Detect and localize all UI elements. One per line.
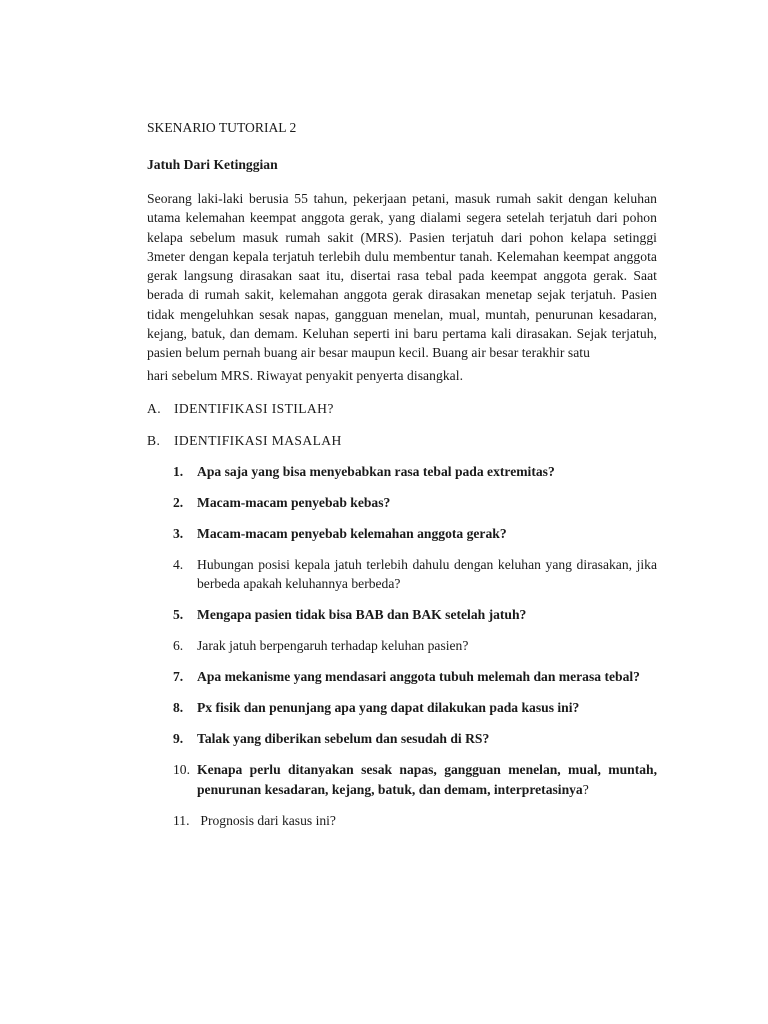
document-page xyxy=(147,116,657,842)
question-text: Kenapa perlu ditanyakan sesak napas, gangguan menelan, mual, muntah, penurunan kesadaran, kejang, batuk, dan demam, interpretasinya xyxy=(197,762,657,797)
section-label: IDENTIFIKASI MASALAH xyxy=(174,432,342,448)
question-text: Mengapa pasien tidak bisa BAB dan BAK setelah jatuh? xyxy=(197,607,527,623)
question-number: 8. xyxy=(173,700,184,716)
document-subtitle: Jatuh Dari Ketinggian xyxy=(147,157,278,172)
question-number: 3. xyxy=(173,525,184,541)
question-number: 7. xyxy=(173,669,184,685)
section-identifikasi-istilah xyxy=(147,397,657,421)
section-letter: B. xyxy=(147,432,161,448)
question-list xyxy=(147,462,657,830)
document-title: SKENARIO TUTORIAL 2 xyxy=(147,120,297,135)
question-number: 4. xyxy=(173,556,184,572)
question-item xyxy=(147,811,657,830)
question-item xyxy=(147,760,657,799)
question-text: Prognosis dari kasus ini? xyxy=(197,812,336,828)
question-number: 9. xyxy=(173,731,184,747)
question-text: Macam-macam penyebab kelemahan anggota gerak? xyxy=(197,525,507,541)
question-text: Macam-macam penyebab kebas? xyxy=(197,494,391,510)
scenario-paragraph-tail: hari sebelum MRS. Riwayat penyakit penyerta disangkal. xyxy=(147,367,464,383)
question-text: Apa mekanisme yang mendasari anggota tubuh melemah dan merasa tebal? xyxy=(197,669,640,685)
question-number: 1. xyxy=(173,463,184,479)
question-item xyxy=(147,555,657,594)
question-text: Hubungan posisi kepala jatuh terlebih dahulu dengan keluhan yang dirasakan, jika berbeda apakah keluhannya berbeda? xyxy=(197,556,657,592)
question-text: Apa saja yang bisa menyebabkan rasa tebal pada extremitas? xyxy=(197,463,555,479)
question-number: 6. xyxy=(173,638,184,654)
question-number: 2. xyxy=(173,494,184,510)
question-item xyxy=(147,462,657,481)
question-item xyxy=(147,493,657,512)
question-text: Px fisik dan penunjang apa yang dapat dilakukan pada kasus ini? xyxy=(197,700,580,716)
question-item xyxy=(147,524,657,543)
question-item xyxy=(147,729,657,748)
question-suffix: ? xyxy=(582,781,589,797)
question-text: Jarak jatuh berpengaruh terhadap keluhan pasien? xyxy=(197,638,469,654)
section-identifikasi-masalah xyxy=(147,429,657,453)
question-item xyxy=(147,605,657,624)
question-number: 11. xyxy=(173,812,190,828)
question-text: Talak yang diberikan sebelum dan sesudah di RS? xyxy=(197,731,490,747)
scenario-paragraph xyxy=(147,189,657,385)
question-item xyxy=(147,667,657,686)
question-number: 5. xyxy=(173,607,184,623)
question-number: 10. xyxy=(173,762,190,778)
section-label: IDENTIFIKASI ISTILAH? xyxy=(174,400,334,416)
question-text-wrapper xyxy=(197,760,657,799)
section-letter: A. xyxy=(147,400,162,416)
question-item xyxy=(147,636,657,655)
scenario-paragraph-main: Seorang laki-laki berusia 55 tahun, pekerjaan petani, masuk rumah sakit dengan keluhan utama kelemahan keempat anggota gerak, yang dialami segera setelah terjatuh dari pohon kelapa sebelum masuk rumah sakit (MRS). Pasien terjatuh dari pohon kelapa setinggi 3meter dengan kepala terjatuh terlebih dulu membentur tanah. Kelemahan keempat anggota gerak langsung dirasakan saat itu, disertai rasa tebal pada keempat anggota gerak. Saat berada di rumah sakit, kelemahan anggota gerak dirasakan menetap sejak terjatuh. Pasien tidak mengeluhkan sesak napas, gangguan menelan, mual, muntah, penurunan kesadaran, kejang, batuk, dan demam. Keluhan seperti ini baru pertama kali dirasakan. Sejak terjatuh, pasien belum pernah buang air besar maupun kecil. Buang air besar terakhir satu xyxy=(147,191,657,361)
question-item xyxy=(147,698,657,717)
